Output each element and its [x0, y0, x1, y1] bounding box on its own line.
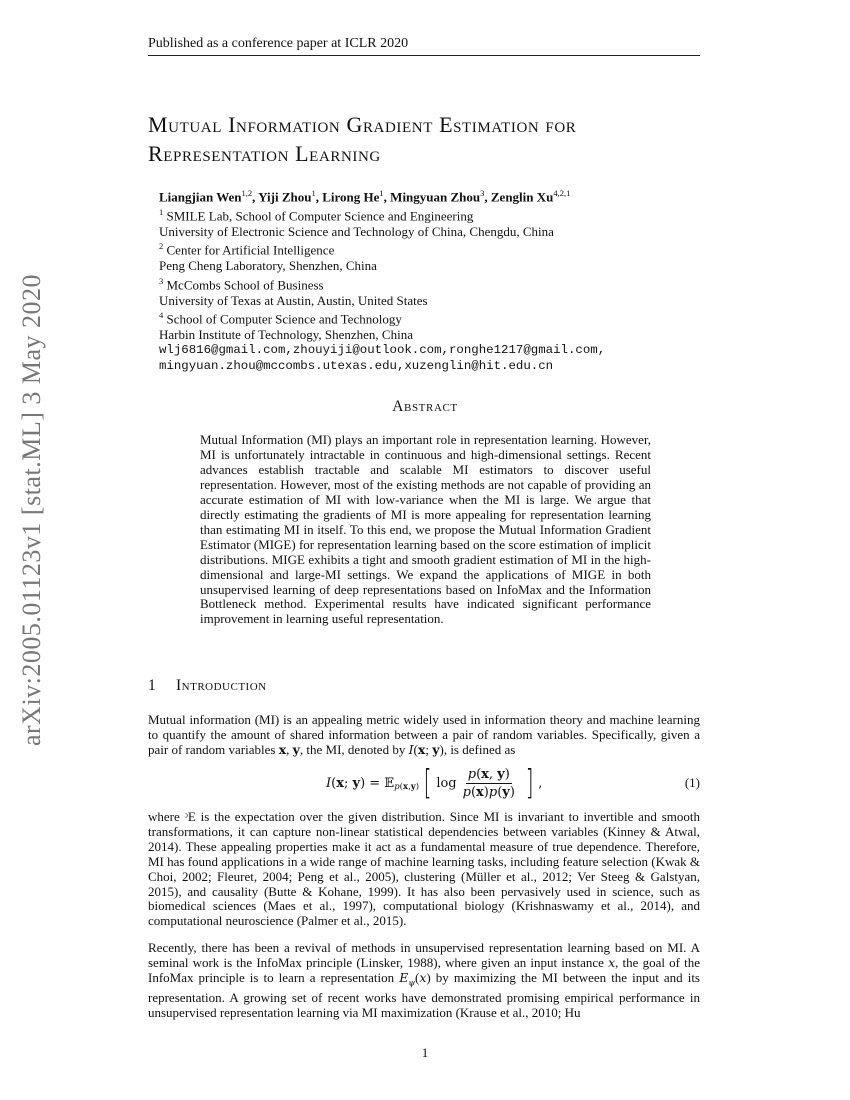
fraction: $\frac{p(x, y)}{p(x)p(y)}$	[462, 766, 515, 800]
affiliation-line	[159, 308, 699, 327]
aff-text: SMILE Lab, School of Computer Science and Engineering	[166, 208, 474, 224]
math-inline: y	[292, 741, 300, 757]
aff-text: Center for Artificial Intelligence	[166, 242, 335, 258]
title-line-2: Representation Learning	[148, 141, 381, 166]
aff-sup: 2	[159, 241, 164, 252]
author-name: Mingyuan Zhou	[390, 189, 481, 205]
aff-text: Peng Cheng Laboratory, Shenzhen, China	[159, 258, 377, 274]
math-inline: y	[432, 741, 440, 757]
math-inline: I	[408, 741, 414, 757]
arxiv-stamp-text: arXiv:2005.01123v1 [stat.ML] 3 May 2020	[17, 273, 46, 747]
math-inline: x	[278, 741, 287, 757]
intro-paragraph-1: Mutual information (MI) is an appealing metric widely used in information theory and machine learning to quantify the amount of shared information between a pair of random variables. Specifically, given a pair of random variables x, y, the MI, denoted by I(x; y), is defined as	[148, 712, 700, 757]
affiliation-line	[159, 239, 699, 258]
arxiv-stamp	[4, 273, 60, 747]
section-title: Introduction	[176, 677, 267, 694]
aff-text: Harbin Institute of Technology, Shenzhen, China	[159, 327, 413, 343]
aff-text: McCombs School of Business	[166, 277, 324, 293]
aff-sup: 1	[159, 206, 164, 217]
author-sup: 1,2	[241, 188, 253, 198]
author-block	[159, 186, 699, 374]
text-run: , the MI, denoted by	[299, 741, 409, 757]
author-name: Lirong He	[322, 189, 380, 205]
text-run: , is defined as	[443, 741, 516, 757]
author-name: Liangjian Wen	[159, 189, 242, 205]
author-name: Zenglin Xu	[490, 189, 554, 205]
section-heading	[148, 677, 267, 695]
affiliation-line	[159, 205, 699, 224]
aff-sup: 4	[159, 310, 164, 321]
text-run: Recently, there has been a revival of methods in unsupervised representation learning based on MI. A seminal work is the InfoMax principle (Linsker, 1988), where given an input instance	[148, 940, 700, 970]
affiliation-line	[159, 274, 699, 293]
right-bracket: ]	[525, 763, 534, 803]
equation-body: I ( x ; y ) = 𝔼 p(x,y) [ log $\frac{p(x, y)}{p(x)p(y)}$ ] ,	[326, 763, 543, 803]
affiliation-line	[159, 293, 699, 309]
intro-paragraph-3: Recently, there has been a revival of methods in unsupervised representation learning based on MI. A seminal work is the InfoMax principle (Linsker, 1988), where given an input instance x, the goal of the InfoMax principle is to learn a representation $E_\psi(x)$ by maximizing the MI between the input and its representation. A growing set of recent works have demonstrated promising empirical performance in unsupervised representation learning via MI maximization (Krause et al., 2010; Hu	[148, 940, 700, 1021]
abstract-body: Mutual Information (MI) plays an important role in representation learning. However, MI is unfortunately intractable in continuous and high-dimensional settings. Recent advances establish tractable and scalable MI estimators to discover useful representation. However, most of the existing methods are not capable of providing an accurate estimation of MI with low-variance when the MI is large. We argue that directly estimating the gradients of MI is more appealing for representation learning than estimating MI in itself. To this end, we propose the Mutual Information Gradient Estimator (MIGE) for representation learning based on the score estimation of implicit distributions. MIGE exhibits a tight and smooth gradient estimation of MI in the high-dimensional and large-MI settings. We expand the applications of MIGE in both unsupervised learning of deep representations based on InfoMax and the Information Bottleneck method. Experimental results have indicated significant performance improvement in learning useful representation.	[200, 432, 651, 627]
paper-title	[148, 110, 708, 168]
left-bracket: [	[423, 763, 432, 803]
author-sup: 1	[379, 188, 384, 198]
equation-number: (1)	[684, 775, 700, 790]
author-names: Liangjian Wen$^{1,2}$, Yiji Zhou$^1$, Lirong He$^1$, Mingyuan Zhou$^3$, Zenglin Xu$^{4,2,1}$	[159, 188, 571, 205]
affiliation-line	[159, 258, 699, 274]
aff-sup: 3	[159, 275, 164, 286]
affiliation-line	[159, 327, 699, 343]
math-inline: $E_\psi$	[399, 969, 415, 989]
text-run: Mutual information (MI) is an appealing metric widely used in information theory and machine learning to quantify the amount of shared information between a pair of random variables. Specifically, given a pair of random variables	[148, 712, 700, 757]
affiliation-line	[159, 224, 699, 240]
aff-text: University of Electronic Science and Technology of China, Chengdu, China	[159, 223, 554, 239]
abstract-heading: Abstract	[392, 398, 458, 415]
email-line: wlj6816@gmail.com,zhouyiji@outlook.com,ronghe1217@gmail.com,	[159, 342, 606, 357]
intro-paragraph-2: where ᵓE is the expectation over the given distribution. Since MI is invariant to invertible and smooth transformations, it can capture non-linear statistical dependencies between variables (Kinney & Atwal, 2014). These appealing properties make it act as a fundamental measure of true dependence. Therefore, MI has found applications in a wide range of machine learning tasks, including feature selection (Kwak & Choi, 2002; Fleuret, 2004; Peng et al., 2005), clustering (Müller et al., 2012; Ver Steeg & Galstyan, 2015), and causality (Butte & Kohane, 1999). It has also been pervasively used in science, such as biomedical sciences (Maes et al., 1997), computational biology (Krishnaswamy et al., 2014), and computational neuroscience (Palmer et al., 2015).	[148, 809, 700, 929]
aff-text: University of Texas at Austin, Austin, United States	[159, 292, 428, 308]
running-header: Published as a conference paper at ICLR 2020	[148, 36, 409, 51]
math-inline: x	[417, 741, 426, 757]
email-line: mingyuan.zhou@mccombs.utexas.edu,xuzenglin@hit.edu.cn	[159, 358, 554, 373]
author-sup: 1	[311, 188, 316, 198]
header-rule	[148, 55, 700, 56]
title-line-1: Mutual Information Gradient Estimation for	[148, 112, 577, 137]
text-run: , the goal of the InfoMax principle is to learn a representation	[148, 954, 700, 985]
author-sup: 3	[480, 188, 485, 198]
aff-text: School of Computer Science and Technology	[166, 311, 402, 327]
author-sup: 4,2,1	[553, 188, 571, 198]
author-name: Yiji Zhou	[258, 189, 312, 205]
section-number: 1	[148, 677, 157, 694]
text-run: by maximizing the MI between the input and its representation. A growing set of recent works have demonstrated promising empirical performance in unsupervised representation learning via MI maximization (Krause et al., 2010; Hu	[148, 969, 700, 1021]
page-number: 1	[421, 1045, 429, 1060]
math-inline: x	[608, 954, 616, 970]
equation-1	[148, 760, 700, 806]
math-inline: x	[419, 969, 427, 985]
